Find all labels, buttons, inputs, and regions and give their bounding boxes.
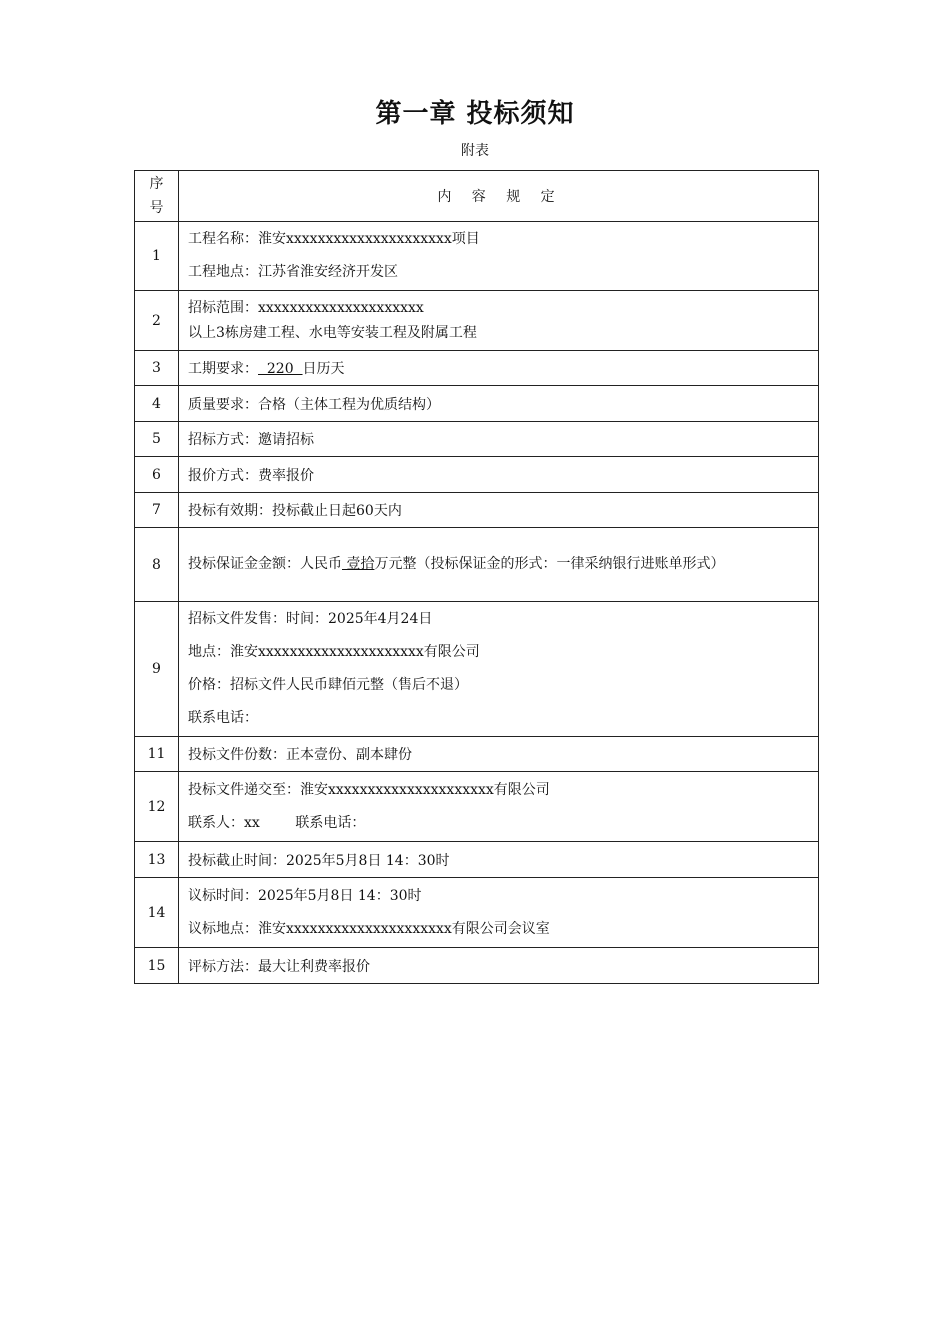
row-number: 8 bbox=[135, 528, 179, 602]
row-number: 11 bbox=[135, 737, 179, 772]
row-number: 7 bbox=[135, 493, 179, 528]
table-row bbox=[135, 528, 819, 602]
row-line: 投标文件递交至：淮安xxxxxxxxxxxxxxxxxxxxx有限公司 bbox=[188, 781, 550, 798]
duration-value: 220 bbox=[258, 361, 303, 377]
row-line: 议标时间：2025年5月8日 14：30时 bbox=[188, 887, 422, 904]
row-text-prefix: 工期要求： bbox=[188, 361, 258, 377]
row-line: 议标地点：淮安xxxxxxxxxxxxxxxxxxxxx有限公司会议室 bbox=[188, 920, 550, 937]
row-content: 报价方式：费率报价 bbox=[179, 457, 819, 493]
table-row bbox=[135, 948, 819, 984]
header-num-cell bbox=[135, 171, 179, 222]
table-row bbox=[135, 222, 819, 291]
header-num-line1: 序 bbox=[149, 176, 164, 192]
table-row bbox=[135, 291, 819, 351]
table-row bbox=[135, 842, 819, 878]
row-line: 地点：淮安xxxxxxxxxxxxxxxxxxxxx有限公司 bbox=[188, 644, 480, 660]
page-subtitle: 附表 bbox=[461, 143, 489, 159]
row-content bbox=[179, 291, 819, 351]
row-number: 15 bbox=[135, 948, 179, 984]
table-header-row bbox=[135, 171, 819, 222]
row-number: 3 bbox=[135, 351, 179, 386]
row-content bbox=[179, 772, 819, 842]
table-row bbox=[135, 422, 819, 457]
header-content-cell: 内 容 规 定 bbox=[179, 171, 819, 222]
row-number: 5 bbox=[135, 422, 179, 457]
row-line: 招标文件发售：时间：2025年4月24日 bbox=[188, 611, 433, 627]
table-row bbox=[135, 602, 819, 737]
row-content bbox=[179, 528, 819, 602]
row-content: 评标方法：最大让利费率报价 bbox=[179, 948, 819, 984]
table-row bbox=[135, 493, 819, 528]
row-number: 4 bbox=[135, 386, 179, 422]
row-line: 联系人：xx 联系电话： bbox=[188, 814, 366, 831]
row-number: 13 bbox=[135, 842, 179, 878]
row-content bbox=[179, 602, 819, 737]
row-line: 工程地点：江苏省淮安经济开发区 bbox=[188, 264, 398, 280]
row-content: 投标有效期：投标截止日起60天内 bbox=[179, 493, 819, 528]
table-row bbox=[135, 457, 819, 493]
row-content: 投标文件份数：正本壹份、副本肆份 bbox=[179, 737, 819, 772]
row-number: 1 bbox=[135, 222, 179, 291]
row-content: 招标方式：邀请招标 bbox=[179, 422, 819, 457]
table-row bbox=[135, 878, 819, 948]
row-content bbox=[179, 222, 819, 291]
table-row bbox=[135, 737, 819, 772]
requirements-table bbox=[134, 170, 819, 984]
row-line: 工程名称：淮安xxxxxxxxxxxxxxxxxxxxx项目 bbox=[188, 231, 480, 247]
row-number: 9 bbox=[135, 602, 179, 737]
row-text-suffix: 日历天 bbox=[302, 361, 345, 377]
row-line: 价格：招标文件人民币肆佰元整（售后不退） bbox=[188, 677, 468, 693]
row-number: 2 bbox=[135, 291, 179, 351]
table-row bbox=[135, 386, 819, 422]
row-number: 12 bbox=[135, 772, 179, 842]
table-row bbox=[135, 351, 819, 386]
row-content: 投标截止时间：2025年5月8日 14：30时 bbox=[179, 842, 819, 878]
row-line bbox=[188, 546, 812, 583]
row-line: 联系电话： bbox=[188, 710, 258, 726]
row-content bbox=[179, 351, 819, 386]
row-line: 以上3栋房建工程、水电等安装工程及附属工程 bbox=[188, 324, 477, 341]
table-row bbox=[135, 772, 819, 842]
row-content bbox=[179, 878, 819, 948]
row-content: 质量要求：合格（主体工程为优质结构） bbox=[179, 386, 819, 422]
deposit-amount: 壹拾 bbox=[342, 556, 375, 572]
row-number: 6 bbox=[135, 457, 179, 493]
row-line: 招标范围：xxxxxxxxxxxxxxxxxxxxx bbox=[188, 299, 424, 316]
header-num-line2: 号 bbox=[149, 200, 164, 216]
page-title: 第一章 投标须知 bbox=[375, 99, 575, 129]
row-text-prefix: 投标保证金金额：人民币 bbox=[188, 556, 342, 572]
row-text-suffix: 万元整（投标保证金的形式：一律采纳银行进账单形式） bbox=[374, 556, 725, 572]
row-number: 14 bbox=[135, 878, 179, 948]
